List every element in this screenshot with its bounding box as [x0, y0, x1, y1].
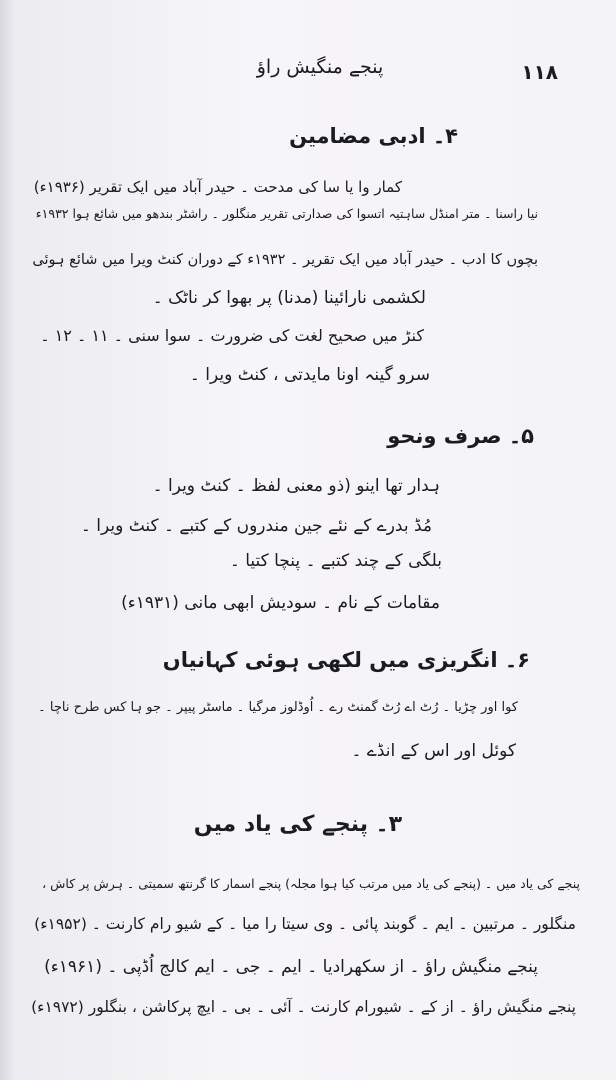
- list-item: بلگی کے چند کتبے ۔ پنچا کتیا ۔: [229, 551, 442, 571]
- page-gutter-shadow: [0, 0, 18, 1080]
- list-item: پنجے منگیش راؤ ۔ از سکھرادیا ۔ ایم ۔ جی ۔ ایم کالج اُڈپی ۔ (۱۹۶۱ء): [44, 957, 538, 977]
- section-heading-grammar: ۵۔ صرف ونحو: [387, 424, 534, 448]
- list-item: منگلور ۔ مرتبین ۔ ایم ۔ گوبند پائی ۔ وی سیتا را میا ۔ کے شیو رام کارنت ۔ (۱۹۵۲ء): [34, 915, 576, 933]
- section-heading-literary-essays: ۴۔ ادبی مضامین: [289, 124, 458, 148]
- list-item: ہدار تھا اینو (ذو معنی لفظ ۔ کنٹ ویرا ۔: [152, 476, 440, 496]
- section-heading-english-stories: ۶۔ انگریزی میں لکھی ہوئی کہانیاں: [162, 648, 530, 672]
- list-item: سرو گینہ اونا مایدتی ، کنٹ ویرا ۔: [189, 365, 430, 385]
- page-number: ١١٨: [521, 60, 558, 84]
- list-item: بچوں کا ادب ۔ حیدر آباد میں ایک تقریر ۔ ۱۹۳۲ء کے دوران کنٹ ویرا میں شائع ہوئی: [32, 252, 538, 268]
- list-item: پنجے منگیش راؤ ۔ از کے ۔ شیورام کارنت ۔ آئی ۔ بی ۔ ایچ پرکاشن ، بنگلور (۱۹۷۲ء): [31, 998, 576, 1016]
- list-item: کنڑ میں صحیح لغت کی ضرورت ۔ سوا سنی ۔ ۱۱ ۔ ۱۲ ۔: [40, 326, 424, 345]
- list-item: کوا اور چڑیا ۔ رُٹ اے رُٹ گمنٹ رے ۔ اُوڈلوز مرگیا ۔ ماسٹر پیپر ۔ جو ہا کس طرح ناچا ۔: [38, 700, 518, 715]
- running-head: پنجے منگیش راؤ: [256, 56, 384, 78]
- list-item: مقامات کے نام ۔ سودیش ابھی مانی (۱۹۳۱ء): [121, 593, 440, 613]
- list-item: لکشمی نارائینا (مدنا) پر بھوا کر ناٹک ۔: [152, 288, 426, 308]
- list-item: مُڈ بدرے کے نئے جین مندروں کے کتبے ۔ کنٹ ویرا ۔: [80, 516, 432, 536]
- list-item: کمار وا یا سا کی مدحت ۔ حیدر آباد میں ایک تقریر (۱۹۳۶ء): [33, 178, 402, 196]
- list-item: پنجے کی یاد میں ۔ (پنجے کی یاد میں مرتب کیا ہوا مجلہ) پنجے اسمار کا گرنتھ سمیتی ۔ ہرش پر کاش ،: [42, 876, 580, 891]
- list-item: نیا راسنا ۔ متر امنڈل ساہتیہ اتسوا کی صدارتی تقریر منگلور ۔ راشٹر بندھو میں شائع ہوا ۱۹۳۲ء: [35, 206, 538, 221]
- section-title-in-memory: ۳۔ پنجے کی یاد میں: [193, 812, 402, 837]
- list-item: کوئل اور اس کے انڈے ۔: [351, 741, 516, 761]
